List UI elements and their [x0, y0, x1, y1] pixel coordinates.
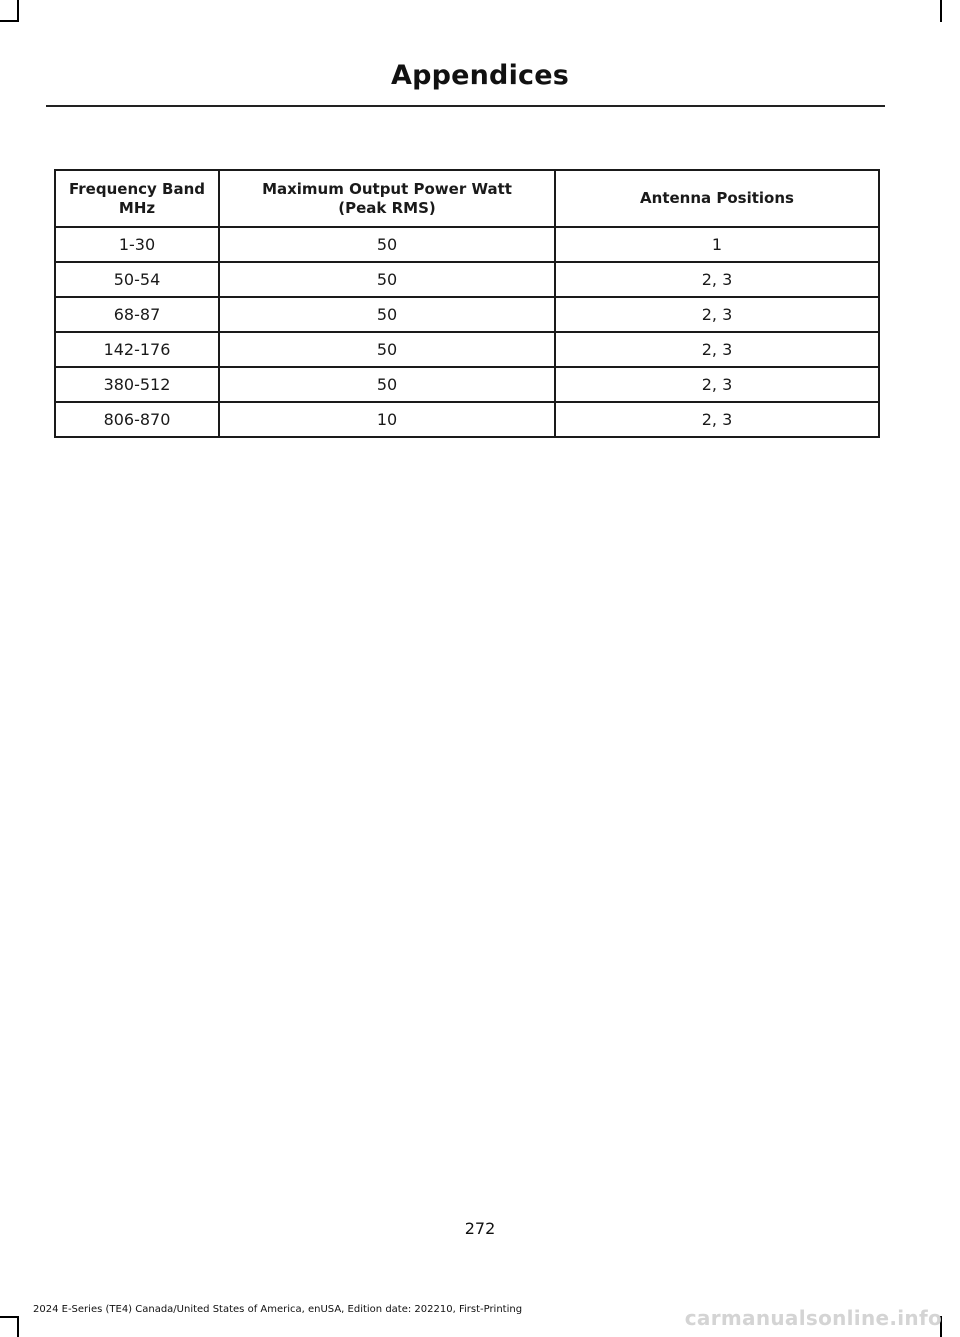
frequency-cell: 1-30	[55, 227, 219, 262]
title-divider	[46, 105, 885, 107]
table-header-row	[55, 170, 879, 227]
antenna-cell: 2, 3	[555, 262, 879, 297]
power-cell: 10	[219, 402, 555, 437]
crop-mark	[17, 1316, 19, 1337]
power-cell: 50	[219, 227, 555, 262]
frequency-cell: 380-512	[55, 367, 219, 402]
column-header-frequency: Frequency Band MHz	[55, 170, 219, 227]
page-number: 272	[464, 1219, 496, 1238]
power-cell: 50	[219, 262, 555, 297]
antenna-cell: 1	[555, 227, 879, 262]
column-header-power: Maximum Output Power Watt (Peak RMS)	[219, 170, 555, 227]
table-row	[55, 332, 879, 367]
antenna-cell: 2, 3	[555, 402, 879, 437]
watermark-link[interactable]: carmanualsonline.info	[684, 1306, 942, 1330]
frequency-table	[54, 169, 880, 438]
table-row	[55, 227, 879, 262]
page-title: Appendices	[390, 60, 570, 91]
antenna-cell: 2, 3	[555, 332, 879, 367]
table-row	[55, 262, 879, 297]
antenna-cell: 2, 3	[555, 367, 879, 402]
table-row	[55, 297, 879, 332]
power-cell: 50	[219, 297, 555, 332]
crop-mark	[0, 1316, 19, 1318]
edition-footer: 2024 E-Series (TE4) Canada/United States of America, enUSA, Edition date: 202210, First-Printing	[33, 1304, 523, 1315]
power-cell: 50	[219, 332, 555, 367]
crop-mark	[0, 20, 19, 22]
crop-mark	[17, 0, 19, 22]
crop-mark	[940, 0, 942, 22]
column-header-antenna: Antenna Positions	[555, 170, 879, 227]
antenna-cell: 2, 3	[555, 297, 879, 332]
power-cell: 50	[219, 367, 555, 402]
frequency-cell: 142-176	[55, 332, 219, 367]
frequency-cell: 68-87	[55, 297, 219, 332]
table-row	[55, 367, 879, 402]
frequency-cell: 806-870	[55, 402, 219, 437]
frequency-cell: 50-54	[55, 262, 219, 297]
table-row	[55, 402, 879, 437]
